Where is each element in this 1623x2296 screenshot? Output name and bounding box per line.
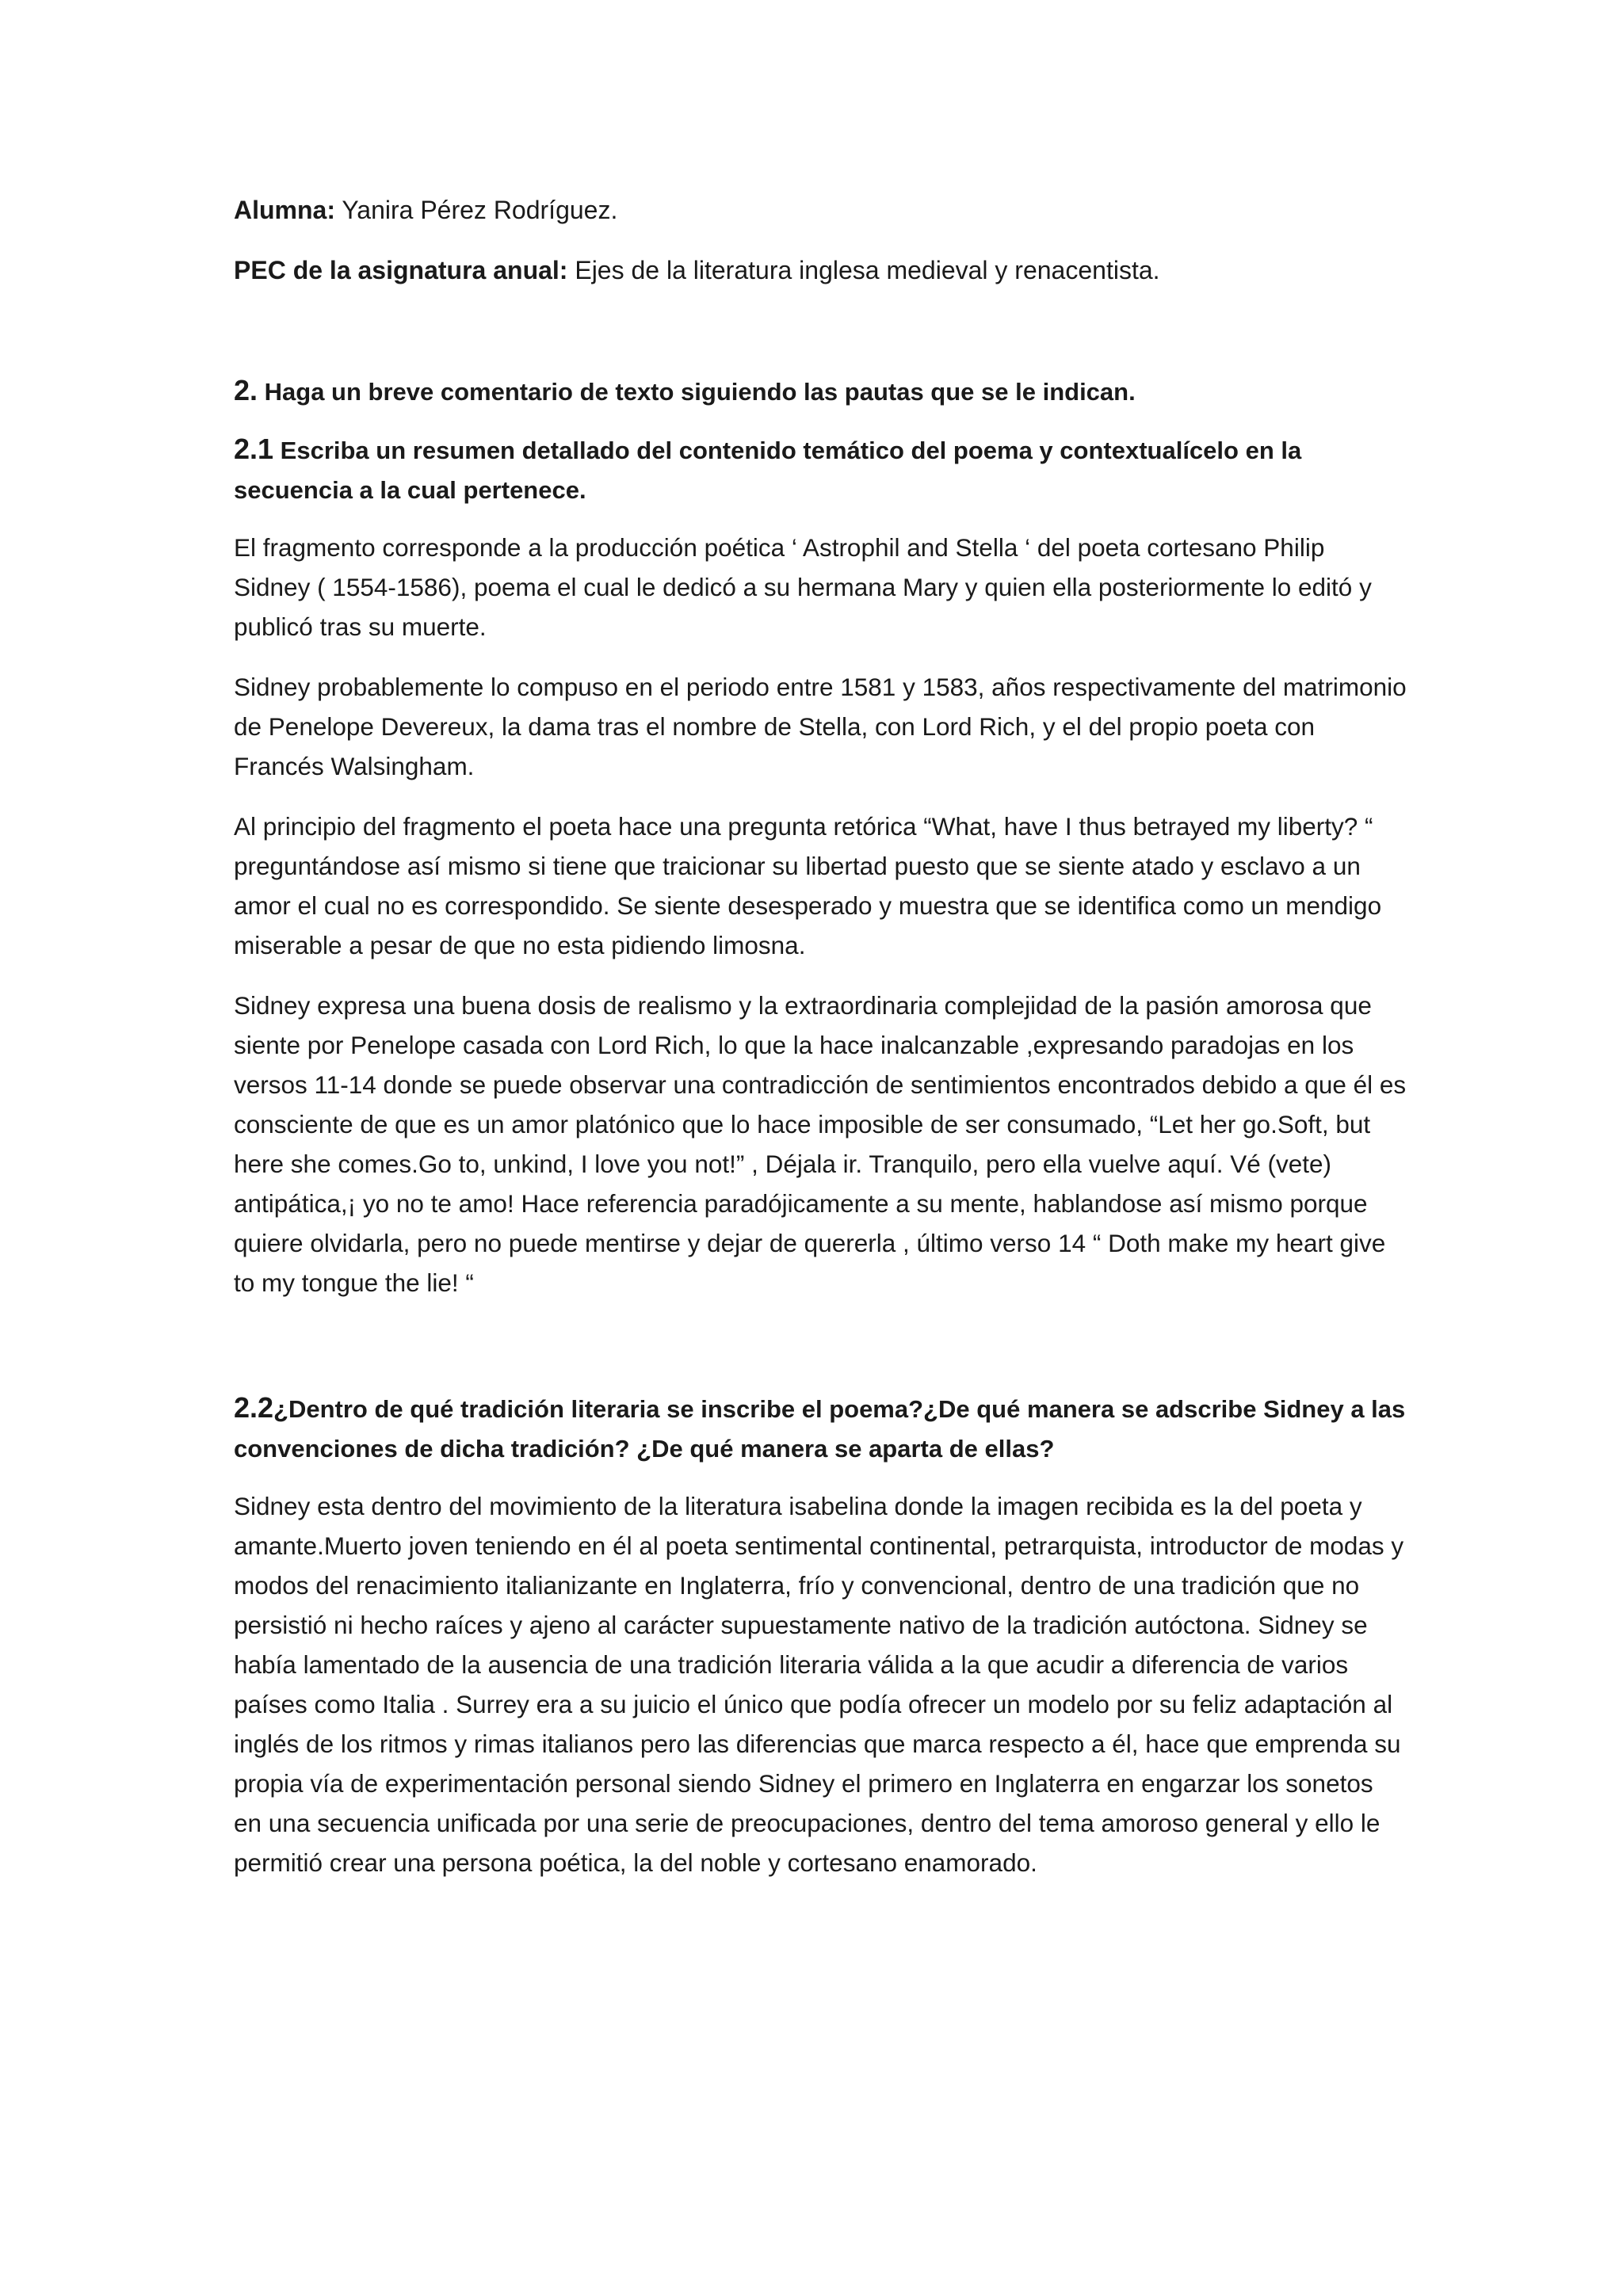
section-2-heading — [234, 371, 1407, 412]
section-2-1-heading — [234, 429, 1407, 510]
section-2-1-number: 2.1 — [234, 433, 274, 465]
section-2-title: Haga un breve comentario de texto siguiendo las pautas que se le indican. — [258, 378, 1136, 406]
section-2-2-title: ¿Dentro de qué tradición literaria se inscribe el poema?¿De qué manera se adscribe Sidney a las convenciones de dicha tradición? ¿De qué manera se aparta de ellas? — [234, 1395, 1406, 1463]
section-2-2-paragraph: Sidney esta dentro del movimiento de la literatura isabelina donde la imagen recibida es la del poeta y amante.Muerto joven teniendo en él al poeta sentimental continental, petrarquista, introductor de modas y modos del renacimiento italianizante en Inglaterra, frío y convencional, dentro de una tradición que no persistió ni hecho raíces y ajeno al carácter supuestamente nativo de la tradición autóctona. Sidney se había lamentado de la ausencia de una tradición literaria válida a la que acudir a diferencia de varios países como Italia . Surrey era a su juicio el único que podía ofrecer un modelo por su feliz adaptación al inglés de los ritmos y rimas italianos pero las diferencias que marca respecto a él, hace que emprenda su propia vía de experimentación personal siendo Sidney el primero en Inglaterra en engarzar los sonetos en una secuencia unificada por una serie de preocupaciones, dentro del tema amoroso general y ello le permitió crear una persona poética, la del noble y cortesano enamorado. — [234, 1492, 1404, 1877]
pec-label: PEC de la asignatura anual: — [234, 256, 568, 284]
section-2-2-number: 2.2 — [234, 1391, 274, 1424]
document-body — [234, 190, 1407, 1882]
section-2-1-paragraph: Sidney expresa una buena dosis de realismo y la extraordinaria complejidad de la pasión amorosa que siente por Penelope casada con Lord Rich, lo que la hace inalcanzable ,expresando paradojas en los versos 11-14 donde se puede observar una contradicción de sentimientos encontrados debido a que él es consciente de que es un amor platónico que lo hace imposible de ser consumado, “Let her go.Soft, but here she comes.Go to, unkind, I love you not!” , Déjala ir. Tranquilo, pero ella vuelve aquí. Vé (vete) antipática,¡ yo no te amo! Hace referencia paradójicamente a su mente, hablandose así mismo porque quiere olvidarla, pero no puede mentirse y dejar de quererla , último verso 14 “ Doth make my heart give to my tongue the lie! “ — [234, 991, 1407, 1297]
section-2-1-paragraph: Sidney probablemente lo compuso en el periodo entre 1581 y 1583, años respectivamente del matrimonio de Penelope Devereux, la dama tras el nombre de Stella, con Lord Rich, y el del propio poeta con Francés Walsingham. — [234, 673, 1407, 780]
student-name: Yanira Pérez Rodríguez. — [335, 196, 618, 224]
section-2-1-paragraph: Al principio del fragmento el poeta hace una pregunta retórica “What, have I thus betrayed my liberty? “ preguntándose así mismo si tiene que traicionar su libertad puesto que se siente atado y esclavo a un amor el cual no es correspondido. Se siente desesperado y muestra que se identifica como un mendigo miserable a pesar de que no esta pidiendo limosna. — [234, 812, 1382, 959]
section-2-2-heading — [234, 1388, 1407, 1469]
student-label: Alumna: — [234, 196, 335, 224]
student-line — [234, 190, 1407, 230]
pec-value: Ejes de la literatura inglesa medieval y renacentista. — [567, 256, 1160, 284]
pec-line — [234, 250, 1407, 290]
section-2-number: 2. — [234, 374, 258, 406]
section-2-1-paragraph: El fragmento corresponde a la producción poética ‘ Astrophil and Stella ‘ del poeta cortesano Philip Sidney ( 1554-1586), poema el cual le dedicó a su hermana Mary y quien ella posteriormente lo editó y publicó tras su muerte. — [234, 533, 1372, 641]
section-2-1-title: Escriba un resumen detallado del contenido temático del poema y contextualícelo en la secuencia a la cual pertenece. — [234, 437, 1302, 504]
